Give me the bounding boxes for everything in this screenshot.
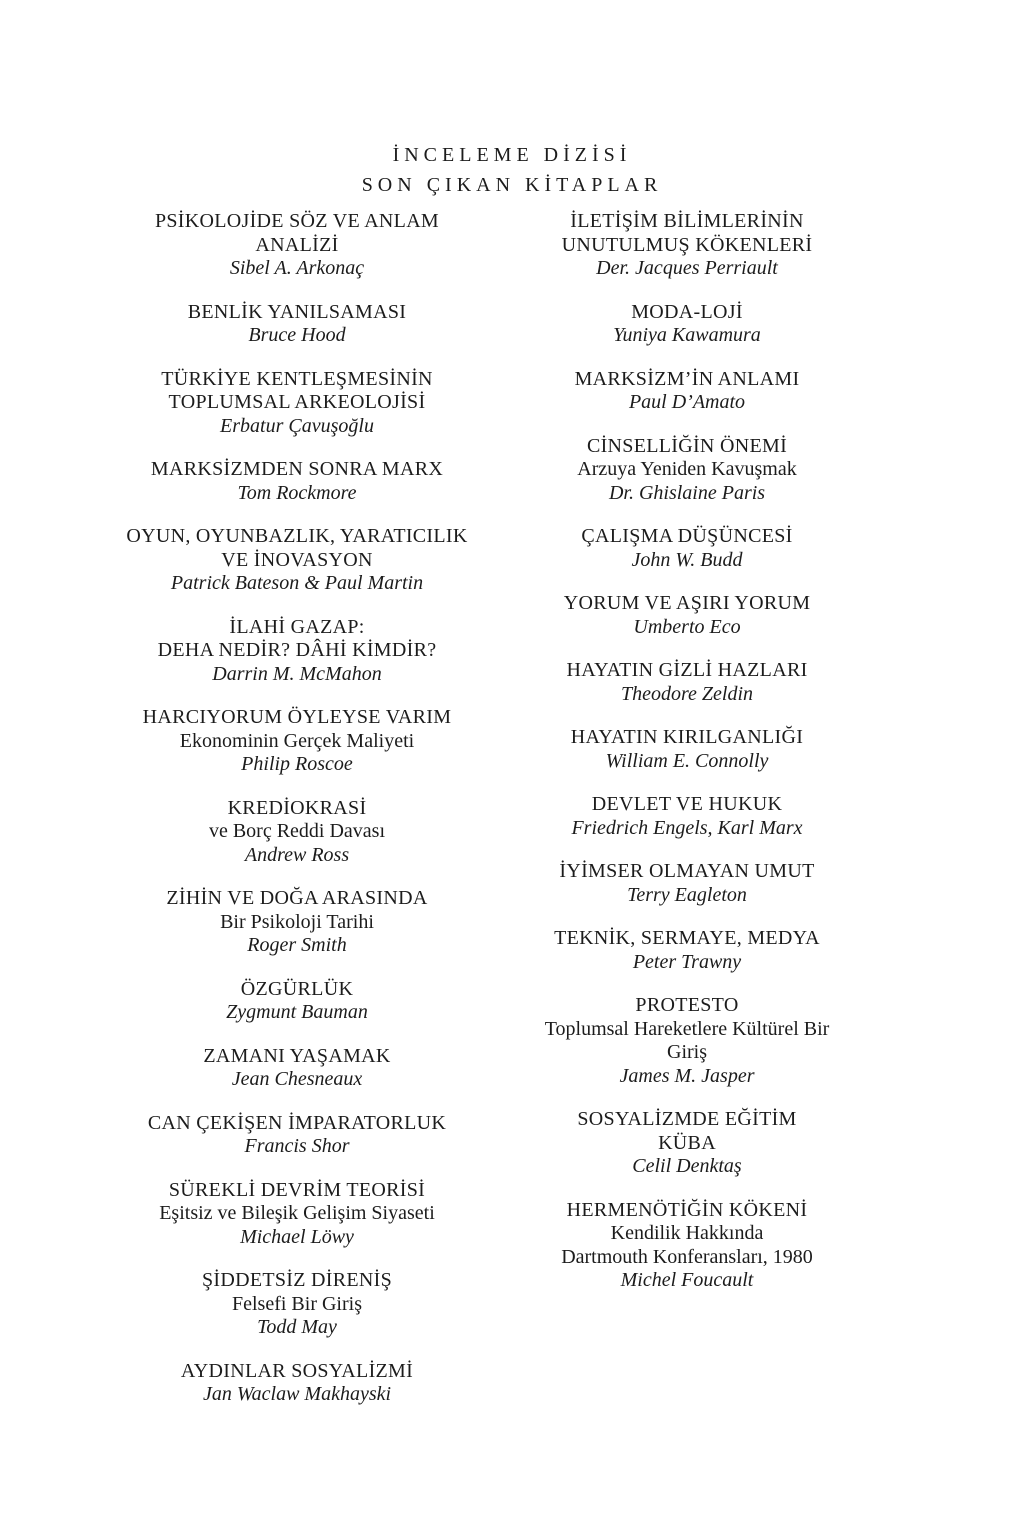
book-title-line: SOSYALİZMDE EĞİTİM (577, 1108, 797, 1130)
book-entry (107, 1112, 487, 1159)
book-title-line: İLAHİ GAZAP: (229, 615, 365, 638)
book-title-line: HERMENÖTİĞİN KÖKENİ (566, 1198, 808, 1221)
book-author: Todd May (257, 1316, 337, 1338)
book-title-line: ZİHİN VE DOĞA ARASINDA (166, 887, 428, 909)
book-title-line: DEHA NEDİR? DÂHİ KİMDİR? (157, 639, 437, 661)
book-entry (107, 1045, 487, 1092)
book-author: Paul D’Amato (628, 391, 746, 413)
book-title-line: ÖZGÜRLÜK (240, 977, 354, 1000)
book-author: John W. Budd (631, 548, 743, 571)
book-subtitle-line: Arzuya Yeniden Kavuşmak (577, 458, 797, 480)
book-subtitle-line: Toplumsal Hareketlere Kültürel Bir (544, 1017, 830, 1040)
book-author: Celil Denktaş (632, 1155, 742, 1177)
book-author: Michel Foucault (620, 1269, 754, 1291)
book-entry (107, 616, 487, 687)
book-subtitle-line: Felsefi Bir Giriş (232, 1292, 362, 1315)
book-entry (497, 525, 877, 572)
book-title-line: MARKSİZMDEN SONRA MARX (150, 458, 444, 480)
book-entry (497, 1199, 877, 1293)
book-author: Tom Rockmore (237, 481, 357, 504)
book-entry (497, 927, 877, 974)
book-title-line: OYUN, OYUNBAZLIK, YARATICILIK (126, 525, 468, 547)
book-entry (497, 210, 877, 281)
book-title-line: KÜBA (658, 1131, 716, 1154)
book-title-line: ZAMANI YAŞAMAK (203, 1044, 391, 1067)
book-entry (107, 1269, 487, 1340)
book-title-line: BENLİK YANILSAMASI (187, 300, 407, 323)
book-author: Bruce Hood (248, 324, 346, 346)
book-author: Yuniya Kawamura (613, 324, 761, 346)
book-title-line: İLETİŞİM BİLİMLERİNİN (570, 210, 804, 232)
book-author: Michael Löwy (240, 1225, 354, 1248)
book-title-line: TÜRKİYE KENTLEŞMESİNİN (161, 367, 433, 390)
book-entry (497, 860, 877, 907)
book-subtitle-line: Bir Psikoloji Tarihi (220, 910, 374, 933)
book-author: Zygmunt Bauman (226, 1001, 368, 1023)
book-entry (497, 301, 877, 348)
book-author: Patrick Bateson & Paul Martin (170, 572, 424, 594)
book-author: Jan Waclaw Makhayski (202, 1383, 392, 1405)
book-author: Sibel A. Arkonaç (229, 257, 365, 279)
book-entry (107, 706, 487, 777)
book-entry (107, 458, 487, 505)
book-entry (497, 592, 877, 639)
series-header (0, 140, 1024, 200)
book-author: Der. Jacques Perriault (596, 257, 778, 279)
right-book-column (497, 210, 877, 1313)
book-author: Darrin M. McMahon (212, 662, 382, 685)
book-subtitle-line: Giriş (667, 1041, 707, 1063)
book-entry (497, 726, 877, 773)
book-subtitle-line: Eşitsiz ve Bileşik Gelişim Siyaseti (159, 1202, 435, 1224)
book-title-line: İYİMSER OLMAYAN UMUT (559, 860, 815, 882)
book-entry (107, 301, 487, 348)
book-title-line: YORUM VE AŞIRI YORUM (563, 592, 811, 614)
book-entry (107, 525, 487, 596)
book-title-line: SÜREKLİ DEVRİM TEORİSİ (168, 1178, 426, 1201)
book-entry (107, 368, 487, 439)
book-author: Francis Shor (244, 1135, 350, 1157)
book-entry (107, 887, 487, 958)
series-subtitle: SON ÇIKAN KİTAPLAR (361, 174, 663, 196)
book-author: James M. Jasper (619, 1064, 755, 1087)
book-subtitle-line: ve Borç Reddi Davası (208, 820, 386, 842)
book-author: Peter Trawny (632, 950, 742, 973)
book-author: Jean Chesneaux (231, 1068, 363, 1090)
book-title-line: KREDİOKRASİ (227, 796, 367, 819)
book-entry (107, 797, 487, 868)
book-author: Erbatur Çavuşoğlu (220, 414, 374, 437)
book-entry (497, 994, 877, 1088)
book-author: Theodore Zeldin (620, 682, 754, 705)
book-title-line: DEVLET VE HUKUK (591, 793, 783, 815)
book-entry (497, 368, 877, 415)
book-title-line: PROTESTO (635, 994, 739, 1016)
book-entry (497, 435, 877, 506)
book-author: Terry Eagleton (627, 883, 747, 906)
left-book-column (107, 210, 487, 1427)
book-author: William E. Connolly (605, 749, 769, 772)
book-title-line: HARCIYORUM ÖYLEYSE VARIM (142, 706, 452, 728)
book-author: Friedrich Engels, Karl Marx (571, 816, 803, 839)
book-entry (107, 1360, 487, 1407)
book-title-line: TEKNİK, SERMAYE, MEDYA (554, 927, 820, 949)
book-entry (497, 1108, 877, 1179)
book-entry (497, 793, 877, 840)
book-subtitle-line: Kendilik Hakkında (610, 1222, 764, 1244)
book-title-line: ANALİZİ (255, 233, 339, 256)
book-author: Philip Roscoe (241, 753, 353, 775)
book-title-line: UNUTULMUŞ KÖKENLERİ (561, 233, 813, 256)
book-title-line: HAYATIN KIRILGANLIĞI (570, 726, 804, 748)
book-subtitle-line: Ekonominin Gerçek Maliyeti (179, 729, 415, 752)
book-title-line: CİNSELLİĞİN ÖNEMİ (586, 434, 788, 457)
book-title-line: ŞİDDETSİZ DİRENİŞ (201, 1269, 393, 1291)
book-subtitle-line: Dartmouth Konferansları, 1980 (561, 1245, 813, 1268)
book-title-line: MARKSİZM’İN ANLAMI (574, 367, 800, 390)
book-title-line: TOPLUMSAL ARKEOLOJİSİ (168, 391, 426, 413)
book-entry (107, 210, 487, 281)
book-entry (107, 1179, 487, 1250)
book-title-line: HAYATIN GİZLİ HAZLARI (566, 659, 808, 681)
book-author: Andrew Ross (244, 843, 350, 866)
series-title: İNCELEME DİZİSİ (392, 144, 632, 166)
book-author: Umberto Eco (633, 615, 741, 638)
book-title-line: CAN ÇEKİŞEN İMPARATORLUK (147, 1111, 447, 1134)
book-title-line: VE İNOVASYON (221, 548, 373, 571)
book-title-line: AYDINLAR SOSYALİZMİ (180, 1359, 414, 1382)
book-entry (497, 659, 877, 706)
book-title-line: PSİKOLOJİDE SÖZ VE ANLAM (154, 210, 440, 232)
book-entry (107, 978, 487, 1025)
book-title-line: ÇALIŞMA DÜŞÜNCESİ (581, 525, 793, 547)
book-author: Dr. Ghislaine Paris (608, 481, 766, 504)
book-author: Roger Smith (247, 934, 347, 956)
book-title-line: MODA-LOJİ (631, 300, 743, 323)
